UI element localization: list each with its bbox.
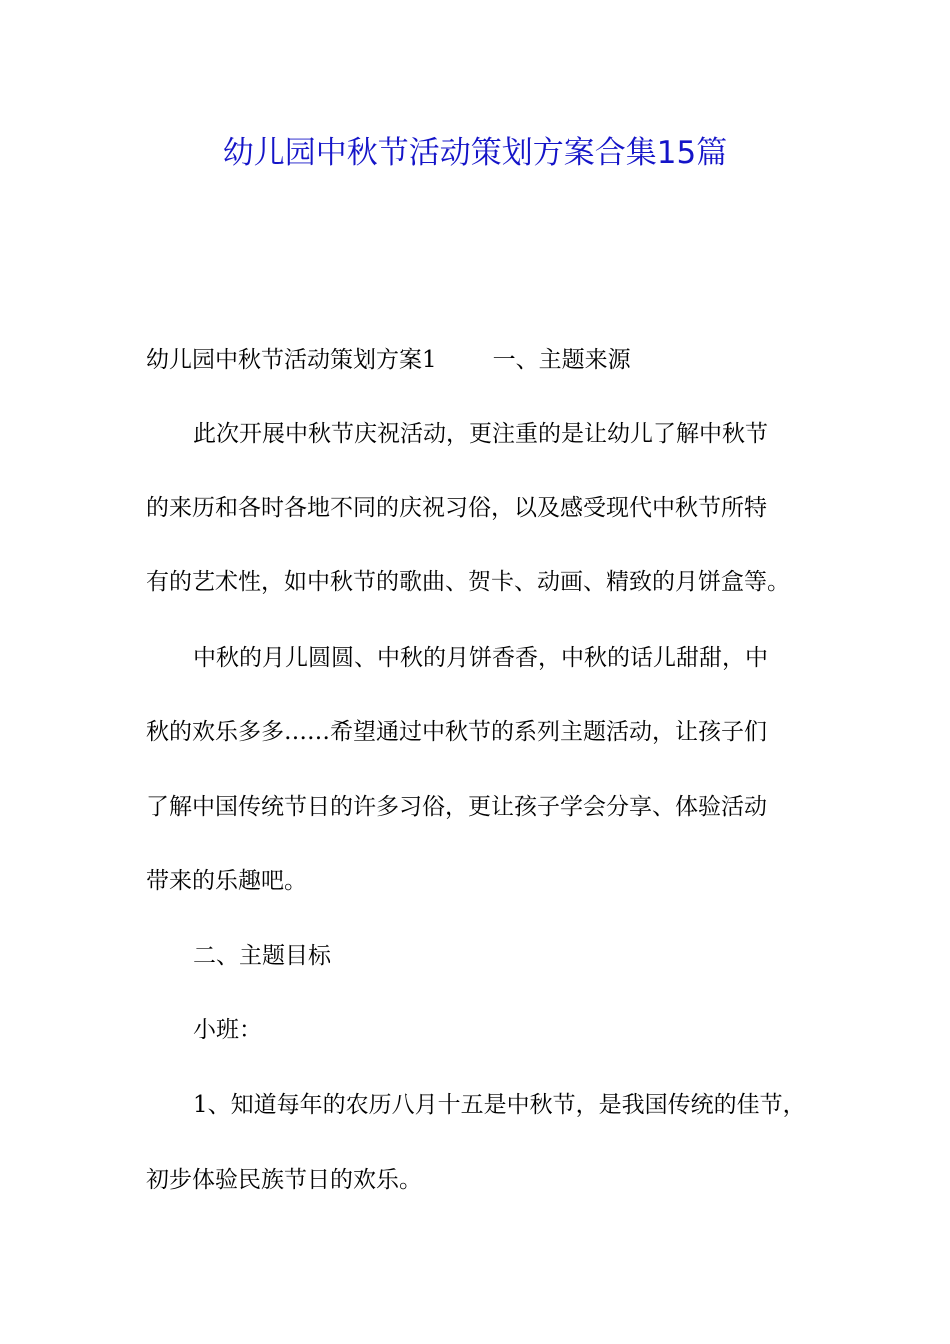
section-heading-1: 一、主题来源: [492, 347, 631, 373]
section-heading-2: 二、主题目标: [193, 943, 331, 969]
paragraph-line: 初步体验民族节日的欢乐。: [146, 1167, 422, 1193]
paragraph-line: 秋的欢乐多多……希望通过中秋节的系列主题活动，让孩子们: [146, 719, 767, 745]
paragraph-line: 中秋的月儿圆圆、中秋的月饼香香，中秋的话儿甜甜，中: [193, 645, 768, 671]
paragraph-line: 了解中国传统节日的许多习俗，更让孩子学会分享、体验活动: [146, 794, 767, 820]
class-label: 小班：: [193, 1017, 262, 1043]
plan-heading: 幼儿园中秋节活动策划方案1: [146, 347, 437, 373]
document-title: 幼儿园中秋节活动策划方案合集15篇: [222, 135, 728, 171]
paragraph-line: 有的艺术性，如中秋节的歌曲、贺卡、动画、精致的月饼盒等。: [146, 569, 790, 595]
plan-heading-line: [146, 344, 631, 376]
paragraph-line: 带来的乐趣吧。: [146, 868, 307, 894]
paragraph-line: 此次开展中秋节庆祝活动，更注重的是让幼儿了解中秋节: [193, 421, 768, 447]
paragraph-line: 1、知道每年的农历八月十五是中秋节，是我国传统的佳节，: [193, 1092, 806, 1118]
paragraph-line: 的来历和各时各地不同的庆祝习俗，以及感受现代中秋节所特: [146, 495, 767, 521]
